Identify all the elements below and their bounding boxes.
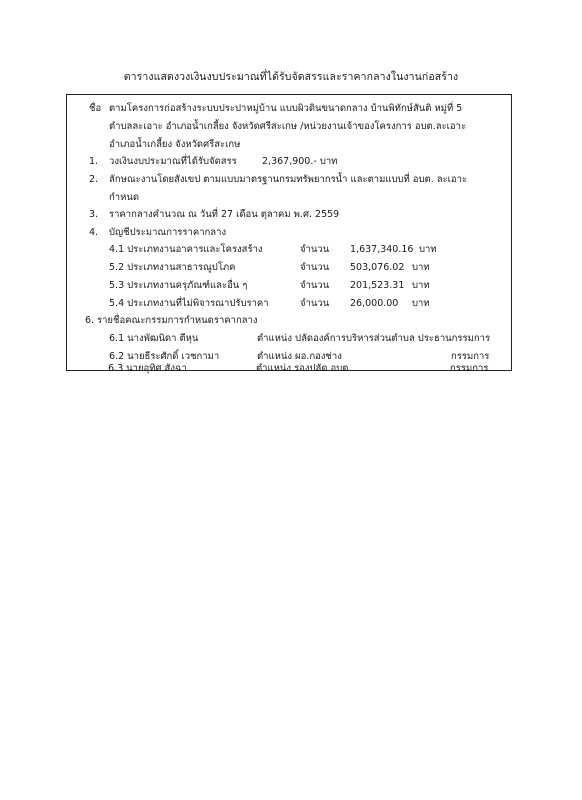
cost-row-label: 4.1 ประเภทงานอาคารและโครงสร้าง (109, 244, 263, 255)
committee-member-name: 6.2 นายธีระศักดิ์ เวชกามา (109, 351, 220, 362)
cost-row-unit: บาท (412, 262, 430, 273)
committee-member-position: ตำแหน่ง รองปลัด อบต. (256, 363, 352, 374)
cost-row-amount-label: จำนวน (300, 280, 330, 291)
cost-row-unit: บาท (412, 280, 430, 291)
item-2-line-2: กำหนด (109, 192, 140, 203)
committee-member-name: 6.3 นายอุทิศ สังฉา (108, 363, 187, 374)
item-6-number: 6. (85, 315, 95, 326)
item-1-value: 2,367,900.- บาท (262, 156, 338, 167)
document-title: ตารางแสดงวงเงินงบประมาณที่ได้รับจัดสรรและราคากลางในงานก่อสร้าง (123, 71, 459, 83)
item-1-number: 1. (89, 156, 99, 167)
committee-member-name: 6.1 นางพัฒนิดา ตีหุน (109, 333, 199, 344)
cost-row-label: 5.3 ประเภทงานครุภัณฑ์และอื่น ๆ (109, 280, 248, 291)
item-2-line-1: ลักษณะงานโดยสังเขป ตามแบบมาตรฐานกรมทรัพยากรน้ำ และตามแบบที่ อบต. ละเอาะ (109, 174, 468, 185)
cost-row-amount-label: จำนวน (300, 262, 330, 273)
project-line-2: ตำบลละเอาะ อำเภอน้ำเกลี้ยง จังหวัดศรีสะเกษ /หน่วยงานเจ้าของโครงการ อบต.ละเอาะ (109, 121, 467, 132)
project-line-1: ตามโครงการก่อสร้างระบบประปาหมู่บ้าน แบบผิวดินขนาดกลาง บ้านพิทักษ์สันติ หมู่ที่ 5 (109, 103, 463, 114)
item-2-number: 2. (89, 174, 99, 185)
cost-row-amount: 26,000.00 (350, 298, 399, 309)
item-3-number: 3. (89, 209, 99, 220)
committee-member-role: กรรมการ (450, 363, 489, 374)
item-3-text: ราคากลางคำนวณ ณ วันที่ 27 เดือน ตุลาคม พ.ศ. 2559 (109, 209, 340, 220)
cost-row-amount-label: จำนวน (300, 298, 330, 309)
cost-row-unit: บาท (419, 244, 437, 255)
item-1-text: วงเงินงบประมาณที่ได้รับจัดสรร (109, 156, 237, 167)
cost-row-label: 5.4 ประเภทงานที่ไม่พิจารณาปรับราคา (109, 298, 269, 309)
committee-member-position: ตำแหน่ง ผอ.กองช่าง (257, 351, 342, 362)
cost-row-label: 5.2 ประเภทงานสาธารณูปโภค (109, 262, 236, 273)
project-line-3: อำเภอน้ำเกลี้ยง จังหวัดศรีสะเกษ (109, 139, 241, 150)
item-4-number: 4. (89, 227, 99, 238)
item-6-text: รายชื่อคณะกรรมการกำหนดราคากลาง (97, 315, 258, 326)
budget-table (66, 94, 512, 371)
cost-row-amount: 1,637,340.16 (350, 244, 414, 255)
cost-row-amount: 503,076.02 (350, 262, 405, 273)
item-4-text: บัญชีประมาณการราคากลาง (109, 227, 227, 238)
cost-row-unit: บาท (412, 298, 430, 309)
cost-row-amount: 201,523.31 (350, 280, 405, 291)
committee-member-role: กรรมการ (451, 351, 490, 362)
project-label: ชื่อ (89, 103, 102, 114)
cost-row-amount-label: จำนวน (300, 244, 330, 255)
committee-member-position: ตำแหน่ง ปลัดองค์การบริหารส่วนตำบล ประธานกรรมการ (257, 333, 491, 344)
